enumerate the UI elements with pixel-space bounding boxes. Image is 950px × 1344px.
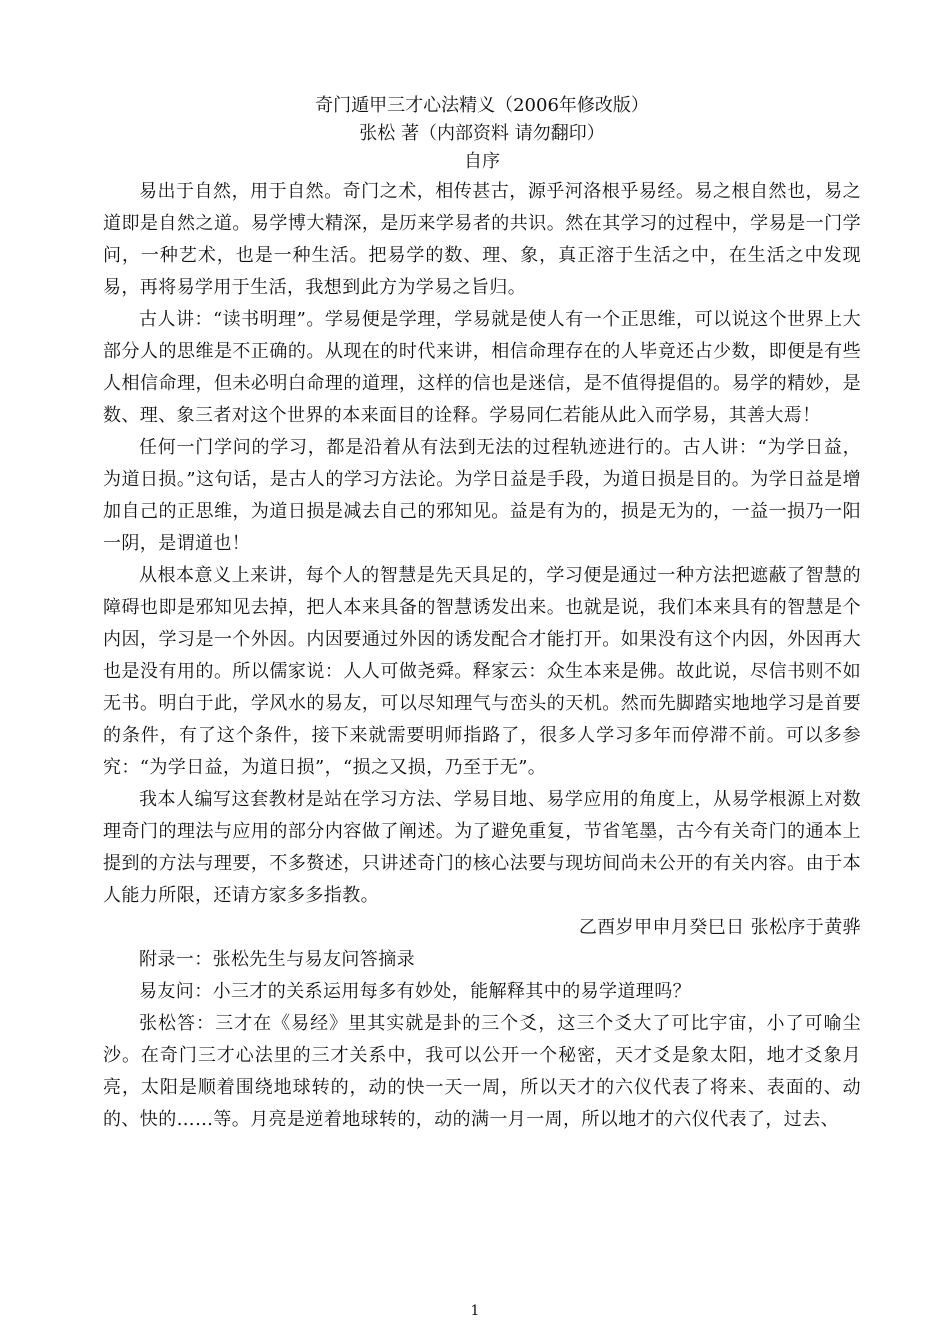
section-heading: 自序 bbox=[464, 151, 500, 172]
answer: 张松答：三才在《易经》里其实就是卦的三个爻，这三个爻大了可比宇宙，小了可喻尘沙。在奇门三才心法里的三才关系中，我可以公开一个秘密，天才爻是象太阳，地才爻象月亮，太阳是顺着围绕地球转的，动的快一天一周，所以天才的六仪代表了将来、表面的、动的、快的……等。月亮是逆着地球转的，动的满一月一周，所以地才的六仪代表了，过去、 bbox=[103, 1013, 861, 1130]
paragraph: 从根本意义上来讲，每个人的智慧是先天具足的，学习便是通过一种方法把遮蔽了智慧的障碍也即是邪知见去掉，把人本来具备的智慧诱发出来。也就是说，我们本来具有的智慧是个内因，学习是一个外因。内因要通过外因的诱发配合才能打开。如果没有这个内因，外因再大也是没有用的。所以儒家说：人人可做尧舜。释家云：众生本来是佛。故此说，尽信书则不如无书。明白于此，学风水的易友，可以尽知理气与峦头的天机。然而先脚踏实地地学习是首要的条件，有了这个条件，接下来就需要明师指路了，很多人学习多年而停滞不前。可以多参究：“为学日益，为道日损”，“损之又损，乃至于无”。 bbox=[103, 565, 861, 778]
paragraph: 古人讲：“读书明理”。学易便是学理，学易就是使人有一个正思维，可以说这个世界上大部分人的思维是不正确的。从现在的时代来讲，相信命理存在的人毕竟还占少数，即便是有些人相信命理，但未必明白命理的道理，这样的信也是迷信，是不值得提倡的。易学的精妙，是数、理、象三者对这个世界的本来面目的诠释。学易同仁若能从此入而学易，其善大焉！ bbox=[103, 309, 861, 426]
paragraph: 我本人编写这套教材是站在学习方法、学易目地、易学应用的角度上，从易学根源上对数理奇门的理法与应用的部分内容做了阐述。为了避免重复，节省笔墨，古今有关奇门的通本上提到的方法与理要，不多赘述，只讲述奇门的核心法要与现坊间尚未公开的有关内容。由于本人能力所限，还请方家多多指教。 bbox=[103, 789, 861, 906]
paragraph: 易出于自然，用于自然。奇门之术，相传甚古，源乎河洛根乎易经。易之根自然也，易之道即是自然之道。易学博大精深，是历来学易者的共识。然在其学习的过程中，学易是一门学问，一种艺术，也是一种生活。把易学的数、理、象，真正溶于生活之中，在生活之中发现易，再将易学用于生活，我想到此方为学易之旨归。 bbox=[103, 181, 861, 298]
appendix-heading: 附录一：张松先生与易友问答摘录 bbox=[139, 949, 415, 970]
document-page bbox=[103, 92, 861, 1136]
page-number: 1 bbox=[470, 1303, 480, 1319]
paragraph: 任何一门学问的学习，都是沿着从有法到无法的过程轨迹进行的。古人讲：“为学日益，为道日损。”这句话，是古人的学习方法论。为学日益是手段，为道日损是目的。为学日益是增加自己的正思维，为道日损是减去自己的邪知见。益是有为的，损是无为的，一益一损乃一阳一阴，是谓道也！ bbox=[103, 437, 861, 554]
author-line: 张松 著（内部资料 请勿翻印） bbox=[359, 123, 605, 144]
document-title: 奇门遁甲三才心法精义（2006年修改版） bbox=[315, 95, 649, 116]
signature: 乙酉岁甲申月癸巳日 张松序于黄骅 bbox=[578, 917, 861, 938]
document-body bbox=[103, 176, 861, 1136]
question: 易友问：小三才的关系运用每多有妙处，能解释其中的易学道理吗？ bbox=[139, 981, 691, 1002]
